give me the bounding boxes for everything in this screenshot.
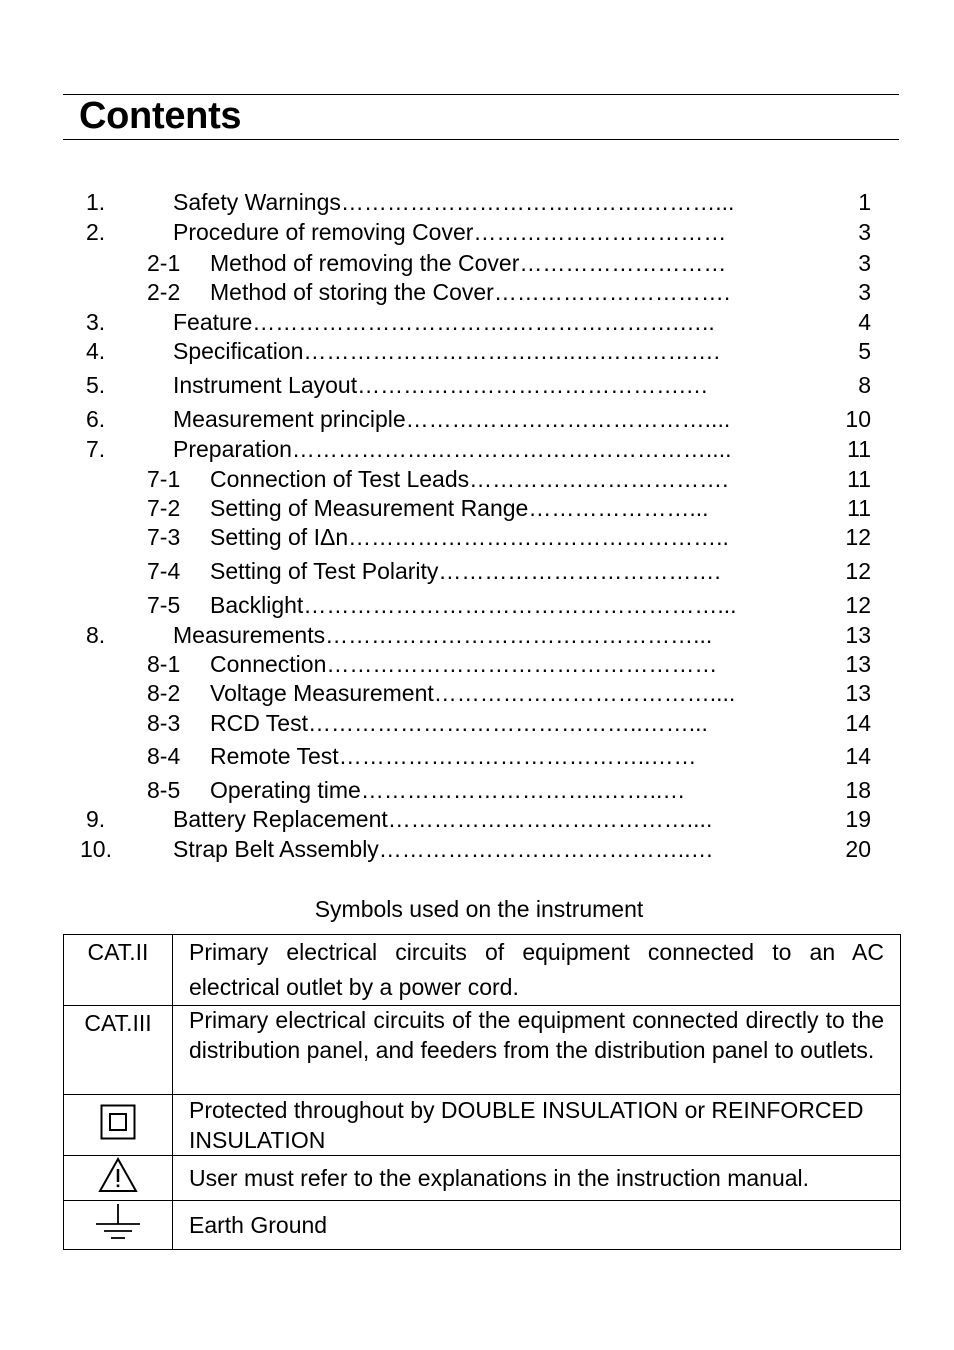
toc-number: 7-1 <box>147 466 181 492</box>
toc-entry[interactable] <box>0 837 954 861</box>
toc-page-number: 13 <box>845 622 871 648</box>
toc-number: 7-2 <box>147 495 181 521</box>
toc-number: 2-2 <box>147 279 181 305</box>
toc-page-number: 11 <box>847 466 871 492</box>
toc-number: 1. <box>86 189 106 215</box>
toc-title: Setting of Test Polarity………………………………. <box>210 558 721 584</box>
earth-ground-icon <box>94 1202 142 1242</box>
toc-subentry[interactable] <box>0 652 954 676</box>
toc-entry[interactable] <box>0 220 954 244</box>
toc-page-number: 20 <box>845 836 871 862</box>
title-underline <box>63 139 899 140</box>
toc-entry[interactable] <box>0 437 954 461</box>
symbols-table <box>63 934 901 1250</box>
toc-number: 10. <box>80 836 112 862</box>
toc-number: 8-2 <box>147 680 181 706</box>
toc-entry[interactable] <box>0 373 954 397</box>
toc-number: 5. <box>86 372 106 398</box>
toc-page-number: 13 <box>845 651 871 677</box>
symbol-icon-cell <box>64 1201 173 1250</box>
symbol-code: CAT.III <box>84 1010 152 1036</box>
toc-page-number: 13 <box>845 680 871 706</box>
toc-subentry[interactable] <box>0 778 954 802</box>
toc-page-number: 12 <box>845 524 871 550</box>
toc-subentry[interactable] <box>0 496 954 520</box>
toc-entry[interactable] <box>0 339 954 363</box>
toc-title: Feature…………………………….………………….….. <box>173 309 715 335</box>
toc-number: 7-5 <box>147 592 181 618</box>
toc-entry[interactable] <box>0 807 954 831</box>
toc-title: Battery Replacement………………………………….... <box>173 806 713 832</box>
toc-number: 7-3 <box>147 524 181 550</box>
table-row <box>64 1156 901 1201</box>
toc-title: Setting of IΔn………………………………………….. <box>210 524 729 550</box>
page-title: Contents <box>79 95 242 137</box>
toc-page-number: 3 <box>858 219 871 245</box>
toc-subentry[interactable] <box>0 744 954 768</box>
double-insulation-icon <box>100 1104 136 1140</box>
toc-page-number: 4 <box>858 309 871 335</box>
toc-subentry[interactable] <box>0 593 954 617</box>
toc-page-number: 12 <box>845 558 871 584</box>
toc-subentry[interactable] <box>0 525 954 549</box>
toc-page-number: 14 <box>845 743 871 769</box>
toc-page-number: 3 <box>858 279 871 305</box>
toc-page-number: 8 <box>858 372 871 398</box>
toc-title: Safety Warnings………………………………….………... <box>173 189 735 215</box>
toc-subentry[interactable] <box>0 711 954 735</box>
toc-number: 9. <box>86 806 106 832</box>
table-row <box>64 1095 901 1156</box>
toc-title: Method of storing the Cover…………………………. <box>210 279 731 305</box>
toc-number: 3. <box>86 309 106 335</box>
symbol-description: Primary electrical circuits of equipment connected to an AC electrical outlet by a power cord. <box>173 935 901 1006</box>
toc-page-number: 1 <box>858 189 871 215</box>
toc-page-number: 19 <box>845 806 871 832</box>
toc-title: Connection of Test Leads……………………………. <box>210 466 729 492</box>
toc-page-number: 11 <box>847 495 871 521</box>
toc-page-number: 10 <box>845 406 871 432</box>
symbol-code-cell <box>64 935 173 1006</box>
toc-title: Remote Test…………………………………..…… <box>210 743 697 769</box>
symbol-description: Protected throughout by DOUBLE INSULATION or REINFORCED INSULATION <box>173 1095 901 1156</box>
symbol-code-cell <box>64 1006 173 1095</box>
toc-entry[interactable] <box>0 190 954 214</box>
toc-page-number: 18 <box>845 777 871 803</box>
toc-page-number: 14 <box>845 710 871 736</box>
toc-title: Operating time…………………………..……..… <box>210 777 686 803</box>
symbol-icon-cell <box>64 1095 173 1156</box>
toc-entry[interactable] <box>0 310 954 334</box>
toc-title: Connection…………………………………………… <box>210 651 718 677</box>
toc-entry[interactable] <box>0 407 954 431</box>
toc-page-number: 11 <box>847 436 871 462</box>
symbols-heading: Symbols used on the instrument <box>314 896 644 922</box>
toc-number: 8-3 <box>147 710 181 736</box>
toc-number: 6. <box>86 406 106 432</box>
toc-title: Strap Belt Assembly…………………………………..… <box>173 836 714 862</box>
table-row <box>64 1201 901 1250</box>
symbol-description: Primary electrical circuits of the equipment connected directly to the distribution panel, and feeders from the distribution panel to outlets. <box>173 1006 901 1095</box>
toc-number: 2. <box>86 219 106 245</box>
table-row <box>64 935 901 1006</box>
toc-title: Instrument Layout…………………………………….… <box>173 372 709 398</box>
toc-title: Preparation……………………………………………….... <box>173 436 732 462</box>
toc-title: Method of removing the Cover……………………… <box>210 250 727 276</box>
toc-number: 7-4 <box>147 558 181 584</box>
toc-title: RCD Test……………………………………..……... <box>210 710 708 736</box>
toc-title: Specification………………………….…..………………. <box>173 338 720 364</box>
symbol-code: CAT.II <box>87 939 149 965</box>
toc-number: 2-1 <box>147 250 181 276</box>
toc-subentry[interactable] <box>0 467 954 491</box>
toc-number: 8-4 <box>147 743 181 769</box>
table-row <box>64 1006 901 1095</box>
toc-page-number: 5 <box>858 338 871 364</box>
toc-page-number: 3 <box>858 250 871 276</box>
toc-number: 4. <box>86 338 106 364</box>
toc-number: 8-1 <box>147 651 181 677</box>
toc-title: Backlight………………………………………………... <box>210 592 737 618</box>
warning-triangle-icon <box>98 1157 138 1193</box>
toc-number: 8-5 <box>147 777 181 803</box>
toc-number: 8. <box>86 622 106 648</box>
toc-title: Procedure of removing Cover…………………………… <box>173 219 727 245</box>
toc-subentry[interactable] <box>0 280 954 304</box>
symbol-description: User must refer to the explanations in the instruction manual. <box>173 1156 901 1201</box>
toc-title: Measurement principle………………………………….... <box>173 406 731 432</box>
toc-number: 7. <box>86 436 106 462</box>
symbol-description: Earth Ground <box>173 1201 901 1250</box>
toc-subentry[interactable] <box>0 681 954 705</box>
toc-subentry[interactable] <box>0 559 954 583</box>
toc-subentry[interactable] <box>0 251 954 275</box>
toc-title: Setting of Measurement Range…………………... <box>210 495 709 521</box>
symbol-icon-cell <box>64 1156 173 1201</box>
toc-title: Measurements…………………………………………... <box>173 622 713 648</box>
toc-entry[interactable] <box>0 623 954 647</box>
toc-title: Voltage Measurement……………………………….... <box>210 680 736 706</box>
toc-page-number: 12 <box>845 592 871 618</box>
